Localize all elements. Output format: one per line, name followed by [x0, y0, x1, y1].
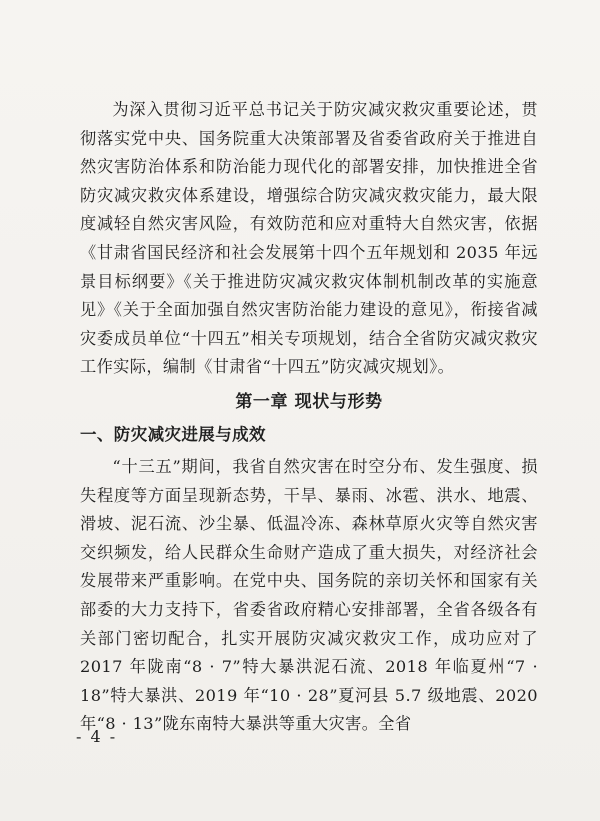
- section-paragraph: “十三五”期间，我省自然灾害在时空分布、发生强度、损失程度等方面呈现新态势，干旱、暴雨、冰雹、洪水、地震、滑坡、泥石流、沙尘暴、低温冷冻、森林草原火灾等自然灾害交织频发，给人民群众生命财产造成了重大损失，对经济社会发展带来严重影响。在党中央、国务院的亲切关怀和国家有关部委的大力支持下，省委省政府精心安排部署，全省各级各有关部门密切配合，扎实开展防灾减灾救灾工作，成功应对了 2017 年陇南“8 · 7”特大暴洪泥石流、2018 年临夏州“7 · 18”特大暴洪、2019 年“10 · 28”夏河县 5.7 级地震、2020 年“8 · 13”陇东南特大暴洪等重大灾害。全省: [80, 456, 538, 734]
- intro-paragraph: 为深入贯彻习近平总书记关于防灾减灾救灾重要论述，贯彻落实党中央、国务院重大决策部署及省委省政府关于推进自然灾害防治体系和防治能力现代化的部署安排，加快推进全省防灾减灾救灾体系建设，增强综合防灾减灾救灾能力，最大限度减轻自然灾害风险，有效防范和应对重特大自然灾害，依据《甘肃省国民经济和社会发展第十四个五年规划和 2035 年远景目标纲要》《关于推进防灾减灾救灾体制机制改革的实施意见》《关于全面加强自然灾害防治能力建设的意见》，衔接省减灾委成员单位“十四五”相关专项规划，结合全省防灾减灾救灾工作实际，编制《甘肃省“十四五”防灾减灾规划》。: [80, 100, 538, 377]
- chapter-title: 第一章 现状与形势: [235, 391, 383, 412]
- document-body: [80, 96, 538, 739]
- section-title: 一、防灾减灾进展与成效: [80, 424, 266, 444]
- page-number: - 4 -: [76, 727, 118, 746]
